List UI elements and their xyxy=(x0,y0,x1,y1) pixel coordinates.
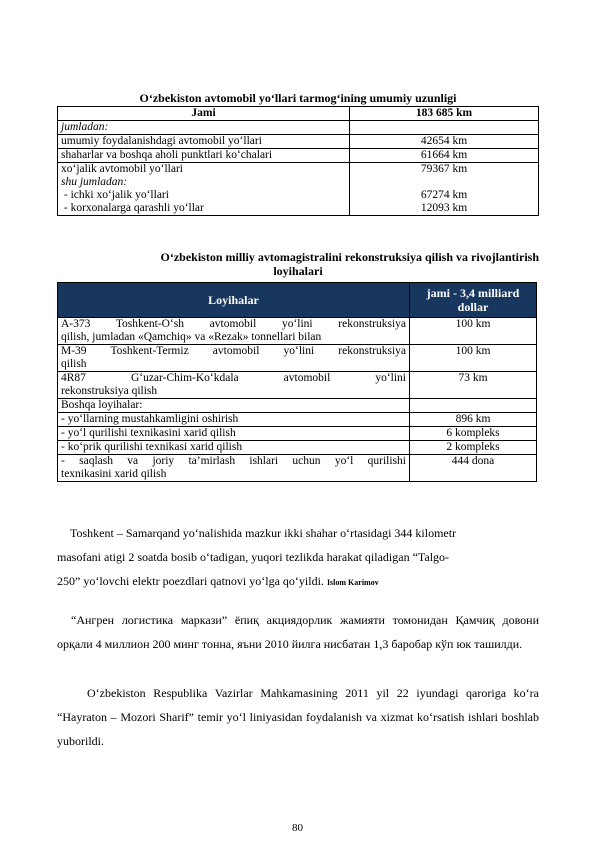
row-label-line: texnikasini xarid qilish xyxy=(61,468,167,480)
table2-title: O‘zbekiston milliy avtomagistralini rekonstruksiya qilish va rivojlantirish xyxy=(160,250,539,264)
row-value-group xyxy=(350,163,539,216)
paragraph-line xyxy=(57,569,540,595)
table-row xyxy=(58,413,537,427)
row-value: 6 kompleks xyxy=(410,427,537,441)
row-label: Boshqa loyihalar: xyxy=(58,399,410,413)
table-row xyxy=(58,455,537,482)
row-label xyxy=(58,345,410,372)
table1-title: O‘zbekiston avtomobil yo‘llari tarmog‘ining umumiy uzunligi xyxy=(139,91,457,105)
header-total: Jami xyxy=(58,107,350,121)
paragraph-line: masofani atigi 2 soatda bosib o‘tadigan, yuqori tezlikda harakat qiladigan “Talgo- xyxy=(57,550,450,564)
row-value: 79367 km xyxy=(420,163,468,175)
table-row xyxy=(58,441,537,455)
table-row xyxy=(58,345,537,372)
sub-row-value: 12093 km xyxy=(420,202,468,214)
row-label xyxy=(58,372,410,399)
row-label: - ko‘prik qurilishi texnikasi xarid qilish xyxy=(58,441,410,455)
sub-row-label: - korxonalarga qarashli yo‘llar xyxy=(61,202,204,214)
row-label-line: - saqlash va joriy ta’mirlash ishlari uchun yo‘l qurilishi xyxy=(61,455,406,467)
header-budget: jami - 3,4 milliard dollar xyxy=(410,283,537,318)
paragraph-text: 250” yo‘lovchi elektr poezdlari qatnovi yo‘lga qo‘yildi. xyxy=(57,574,324,588)
row-value: 42654 km xyxy=(350,135,539,149)
row-label xyxy=(58,455,410,482)
row-label-line: 4R87 G‘uzar-Chim-Ko‘kdala avtomobil yo‘lini xyxy=(61,372,406,384)
table-row xyxy=(58,399,537,413)
sub-label: shu jumladan: xyxy=(61,176,128,188)
row-label: umumiy foydalanishdagi avtomobil yo‘llari xyxy=(58,135,350,149)
sub-row-value: 67274 km xyxy=(420,189,468,201)
table-row xyxy=(58,427,537,441)
table-header-row xyxy=(58,107,539,121)
row-label-line: qilish, jumladan «Qamchiq» va «Rezak» tonnellari bilan xyxy=(61,331,322,343)
row-value: 61664 km xyxy=(350,149,539,163)
row-label: xo‘jalik avtomobil yo‘llari xyxy=(61,163,184,175)
table-row xyxy=(58,121,539,135)
row-label-line: rekonstruksiya qilish xyxy=(61,385,158,397)
row-value: 896 km xyxy=(410,413,537,427)
row-label: shaharlar va boshqa aholi punktlari ko‘chalari xyxy=(58,149,350,163)
paragraph-hayraton: O‘zbekiston Respublika Vazirlar Mahkamasining 2011 yil 22 iyundagi qaroriga ko‘ra “Hayraton – Mozori Sharif” temir yo‘l liniyasidan foydalanish va xizmat ko‘rsatish ishlari boshlab yuborildi. xyxy=(57,686,539,748)
row-label-line: qilish xyxy=(61,358,87,370)
row-value: 2 kompleks xyxy=(410,441,537,455)
row-label-line: A-373 Toshkent-O‘sh avtomobil yo‘lini rekonstruksiya xyxy=(61,318,406,330)
header-projects: Loyihalar xyxy=(58,283,410,318)
paragraph-angren: “Ангрен логистика маркази” ёпиқ акциядорлик жамияти томонидан Қамчиқ довони орқали 4 миллион 200 минг тонна, яъни 2010 йилга нисбатан 1,3 баробар кўп юк ташилди. xyxy=(57,613,539,651)
row-value xyxy=(350,121,539,135)
row-label: - yo‘llarning mustahkamligini oshirish xyxy=(58,413,410,427)
signature: Islom Karimov xyxy=(326,578,379,587)
row-label: jumladan: xyxy=(58,121,350,135)
table-row xyxy=(58,149,539,163)
paragraph-line: Toshkent – Samarqand yo‘nalishida mazkur ikki shahar o‘rtasidagi 344 kilometr xyxy=(70,526,457,540)
road-length-table xyxy=(57,106,539,216)
paragraph-speed-train xyxy=(57,521,540,595)
row-value: 100 km xyxy=(410,345,537,372)
table-header-row xyxy=(58,283,537,318)
sub-row-label: - ichki xo‘jalik yo‘llari xyxy=(61,189,169,201)
table-row xyxy=(58,372,537,399)
row-value: 73 km xyxy=(410,372,537,399)
table-row xyxy=(58,135,539,149)
row-value xyxy=(410,399,537,413)
row-value: 444 dona xyxy=(410,455,537,482)
projects-table xyxy=(57,282,537,482)
row-value: 100 km xyxy=(410,318,537,345)
table-row xyxy=(58,318,537,345)
row-label-line: M-39 Toshkent-Termiz avtomobil yo‘lini rekonstruksiya xyxy=(61,345,406,357)
row-label: - yo‘l qurilishi texnikasini xarid qilish xyxy=(58,427,410,441)
row-label xyxy=(58,318,410,345)
table-row xyxy=(58,163,539,216)
header-total-value: 183 685 km xyxy=(350,107,539,121)
table2-title-cont: loyihalari xyxy=(273,264,323,278)
page-number: 80 xyxy=(292,822,303,834)
row-label-group xyxy=(58,163,350,216)
